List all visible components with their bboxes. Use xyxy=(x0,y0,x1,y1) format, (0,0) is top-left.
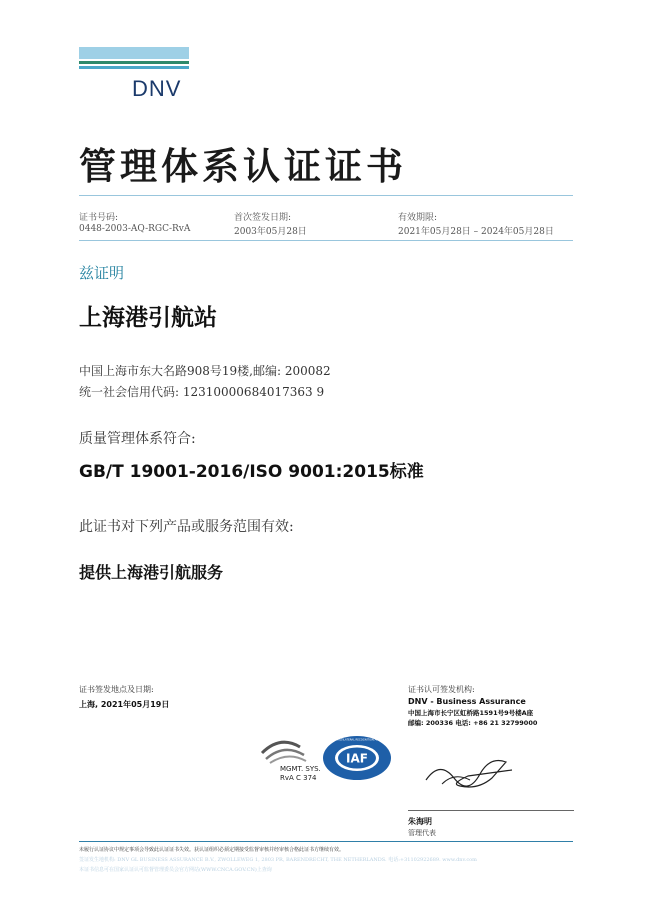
footer-line-1: 未履行认证协议中规定事项会导致此认证证书失效。获认证组织必须定期接受监督审核并经审核合格此证书方继续有效。 xyxy=(79,847,345,853)
rva-line-2: RvA C 374 xyxy=(280,774,317,782)
iaf-mark xyxy=(321,734,393,782)
signatory-title: 管理代表 xyxy=(408,829,436,837)
standard-text: GB/T 19001-2016/ISO 9001:2015标准 xyxy=(79,462,424,482)
issue-place-label: 证书签发地点及日期: xyxy=(79,685,154,694)
certify-text: 兹证明 xyxy=(79,264,125,282)
handwritten-signature-icon xyxy=(420,750,520,798)
title-divider xyxy=(79,195,573,196)
issue-place-date: 上海, 2021年05月19日 xyxy=(79,700,170,709)
cert-no-label: 证书号码: xyxy=(79,213,119,223)
first-issue-label: 首次签发日期: xyxy=(234,213,292,223)
logo-bar-green xyxy=(79,61,189,64)
footer-line-3: 本证书信息可在国家认证认可监督管理委员会官方网站(WWW.CNCA.GOV.CN)上查询 xyxy=(79,867,272,873)
validity-value: 2021年05月28日 – 2024年05月28日 xyxy=(398,227,554,237)
signatory-name: 朱海明 xyxy=(408,817,432,826)
rva-logo-icon xyxy=(258,733,324,793)
signature xyxy=(420,750,520,798)
issuer-contact: 邮编: 200336 电话: +86 21 32799000 xyxy=(408,719,538,727)
company-name: 上海港引航站 xyxy=(79,304,217,331)
certificate-title: 管理体系认证证书 xyxy=(79,144,407,188)
signature-line xyxy=(408,810,574,811)
rva-line-1: MGMT. SYS. xyxy=(280,765,321,773)
issuer-address: 中国上海市长宁区虹桥路1591号9号楼A座 xyxy=(408,709,534,717)
first-issue-value: 2003年05月28日 xyxy=(234,227,307,237)
conform-label: 质量管理体系符合: xyxy=(79,431,196,447)
credit-code: 统一社会信用代码: 12310000684017363 9 xyxy=(79,385,325,399)
rva-accreditation-mark xyxy=(258,733,324,793)
scope-text: 提供上海港引航服务 xyxy=(79,563,224,582)
cert-no-value: 0448-2003-AQ-RGC-RvA xyxy=(79,224,191,234)
logo-bar-blue xyxy=(79,66,189,69)
iaf-text: IAF xyxy=(346,751,368,766)
issuer-label: 证书认可签发机构: xyxy=(408,685,475,694)
footer-line-2: 签证发生地机构: DNV GL BUSINESS ASSURANCE B.V., ZWOLLEWEG 1, 2803 PR, BARENDRECHT, THE NETHERLANDS. 电话:+31102922689. www.dnv.com xyxy=(79,857,477,863)
validity-label: 有效期限: xyxy=(398,213,438,223)
dnv-logo-text: DNV xyxy=(132,76,182,101)
footer-divider xyxy=(79,841,573,842)
meta-divider xyxy=(79,240,573,241)
iaf-ring-text: MEMBER OF MULTILATERAL RECOGNITION ARRANGEMENT xyxy=(321,738,393,742)
dnv-logo-bars xyxy=(79,47,189,71)
iaf-logo-icon xyxy=(321,734,393,782)
logo-bar-light xyxy=(79,47,189,59)
scope-label: 此证书对下列产品或服务范围有效: xyxy=(79,519,294,535)
issuer-name: DNV - Business Assurance xyxy=(408,697,526,706)
rva-text-block xyxy=(280,765,321,783)
company-address: 中国上海市东大名路908号19楼,邮编: 200082 xyxy=(79,364,331,378)
